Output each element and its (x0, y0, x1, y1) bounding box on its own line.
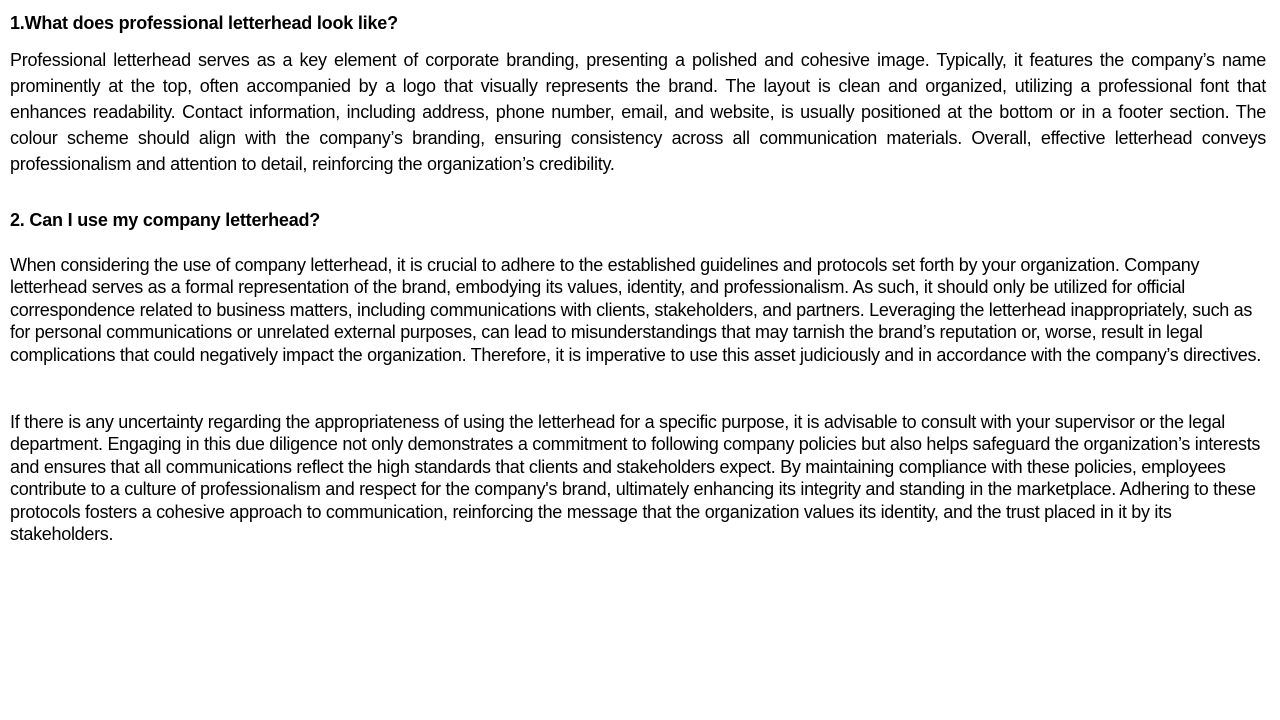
section-2-paragraph-2: If there is any uncertainty regarding the appropriateness of using the letterhead for a specific purpose, it is advisable to consult with your supervisor or the legal department. Engaging in this due diligence not only demonstrates a commitment to following company policies but also helps safeguard the organization’s interests and ensures that all communications reflect the high standards that clients and stakeholders expect. By maintaining compliance with these policies, employees contribute to a culture of professionalism and respect for the company's brand, ultimately enhancing its integrity and standing in the marketplace. Adhering to these protocols fosters a cohesive approach to communication, reinforcing the message that the organization values its identity, and the trust placed in it by its stakeholders. (10, 412, 1261, 545)
section-2-paragraph-1: When considering the use of company letterhead, it is crucial to adhere to the established guidelines and protocols set forth by your organization. Company letterhead serves as a formal representation of the brand, embodying its values, identity, and professionalism. As such, it should only be utilized for official correspondence related to business matters, including communications with clients, stakeholders, and partners. Leveraging the letterhead inappropriately, such as for personal communications or unrelated external purposes, can lead to misunderstandings that may tarnish the brand’s reputation or, worse, result in legal complications that could negatively impact the organization. Therefore, it is imperative to use this asset judiciously and in accordance with the company’s directives. (10, 255, 1261, 365)
section-1-paragraph: Professional letterhead serves as a key element of corporate branding, presenting a polished and cohesive image. Typically, it features the company’s name prominently at the top, often accompanied by a logo that visually represents the brand. The layout is clean and organized, utilizing a professional font that enhances readability. Contact information, including address, phone number, email, and website, is usually positioned at the bottom or in a footer section. The colour scheme should align with the company’s branding, ensuring consistency across all communication materials. Overall, effective letterhead conveys professionalism and attention to detail, reinforcing the organization’s credibility. (10, 50, 1266, 174)
section-1-heading: 1.What does professional letterhead look like? (10, 13, 398, 33)
section-2-heading: 2. Can I use my company letterhead? (10, 210, 321, 230)
